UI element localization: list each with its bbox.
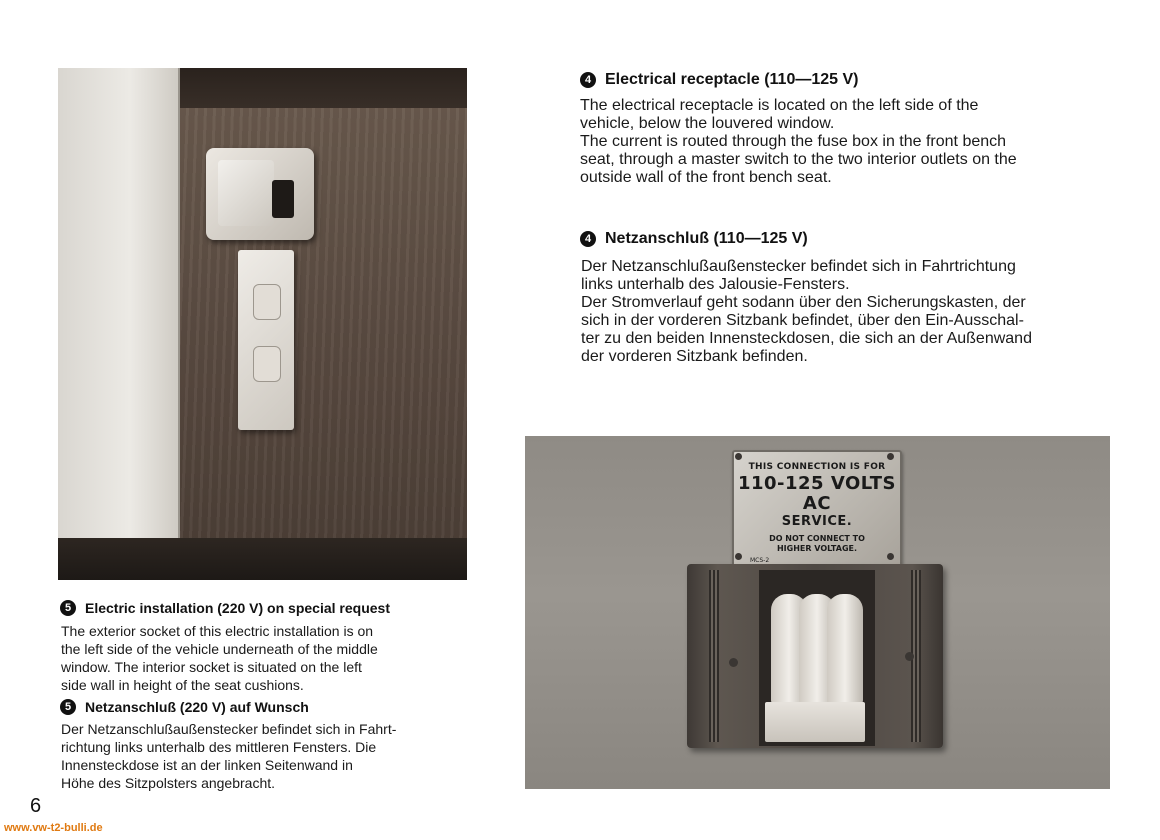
- photo-housing-rail: [709, 570, 719, 742]
- sign-line-3: SERVICE.: [781, 514, 853, 529]
- section-body: [61, 720, 396, 792]
- photo-floor: [58, 538, 467, 580]
- section-body: [580, 97, 1017, 187]
- body-line: links unterhalb des Jalousie-Fensters.: [581, 276, 850, 293]
- photo-interior-outlet: [58, 68, 467, 580]
- item-number-badge: 5: [60, 600, 76, 616]
- photo-plug-switch: [272, 180, 294, 218]
- photo-exterior-connector: [525, 436, 1110, 789]
- screw-icon: [887, 453, 894, 460]
- body-line: Innensteckdose ist an der linken Seitenwand in: [61, 757, 353, 773]
- section-body: [61, 622, 378, 694]
- section-title: Electric installation (220 V) on special request: [85, 600, 390, 616]
- sign-line-5: HIGHER VOLTAGE.: [776, 544, 858, 553]
- section-heading: [580, 71, 859, 89]
- item-number-badge: 4: [580, 72, 596, 88]
- sign-line-6: MCS-2: [750, 557, 770, 564]
- sign-line-2: 110-125 VOLTS AC: [737, 473, 897, 514]
- screw-icon: [735, 553, 742, 560]
- photo-white-cabinet: [58, 68, 180, 580]
- body-line: window. The interior socket is situated on the left: [61, 659, 362, 675]
- screw-icon: [905, 652, 914, 661]
- photo-plug: [218, 160, 274, 226]
- item-number-badge: 4: [580, 231, 596, 247]
- screw-icon: [729, 658, 738, 667]
- photo-outlet-plate: [238, 250, 294, 430]
- section-title: Netzanschluß (110—125 V): [605, 230, 808, 247]
- body-line: Höhe des Sitzpolsters angebracht.: [61, 775, 276, 791]
- body-line: outside wall of the front bench seat.: [580, 169, 832, 186]
- screw-icon: [887, 553, 894, 560]
- body-line: richtung links unterhalb des mittleren Fensters. Die: [61, 739, 377, 755]
- section-heading: [580, 230, 808, 248]
- photo-prong: [827, 594, 863, 706]
- body-line: The electrical receptacle is located on the left side of the: [580, 97, 979, 114]
- sign-line-1: THIS CONNECTION IS FOR: [748, 462, 886, 472]
- body-line: The exterior socket of this electric installation is on: [61, 623, 374, 639]
- photo-socket-lower: [253, 346, 281, 382]
- body-line: Der Netzanschlußaußenstecker befindet sich in Fahrt-: [61, 721, 397, 737]
- body-line: the left side of the vehicle underneath of the middle: [61, 641, 378, 657]
- item-number-badge: 5: [60, 699, 76, 715]
- body-line: side wall in height of the seat cushions.: [61, 677, 304, 693]
- body-line: sich in der vorderen Sitzbank befindet, über den Ein-Ausschal-: [581, 312, 1024, 329]
- photo-warning-sign: [732, 450, 902, 568]
- body-line: Der Netzanschlußaußenstecker befindet sich in Fahrtrichtung: [581, 258, 1016, 275]
- photo-housing-cover: [765, 702, 865, 742]
- body-line: The current is routed through the fuse box in the front bench: [580, 133, 1007, 150]
- body-line: vehicle, below the louvered window.: [580, 115, 835, 132]
- body-line: der vorderen Sitzbank befinden.: [581, 348, 808, 365]
- sign-line-4: DO NOT CONNECT TO: [769, 534, 865, 543]
- body-line: ter zu den beiden Innensteckdosen, die sich an der Außenwand: [581, 330, 1032, 347]
- site-watermark: www.vw-t2-bulli.de: [4, 822, 103, 834]
- section-heading: [60, 699, 309, 715]
- photo-socket-upper: [253, 284, 281, 320]
- body-line: seat, through a master switch to the two interior outlets on the: [580, 151, 1017, 168]
- section-title: Electrical receptacle (110—125 V): [605, 71, 859, 88]
- screw-icon: [735, 453, 742, 460]
- page-number: 6: [30, 795, 42, 817]
- section-body: [581, 258, 1032, 366]
- section-title: Netzanschluß (220 V) auf Wunsch: [85, 699, 309, 715]
- section-heading: [60, 600, 390, 616]
- body-line: Der Stromverlauf geht sodann über den Sicherungskasten, der: [581, 294, 1026, 311]
